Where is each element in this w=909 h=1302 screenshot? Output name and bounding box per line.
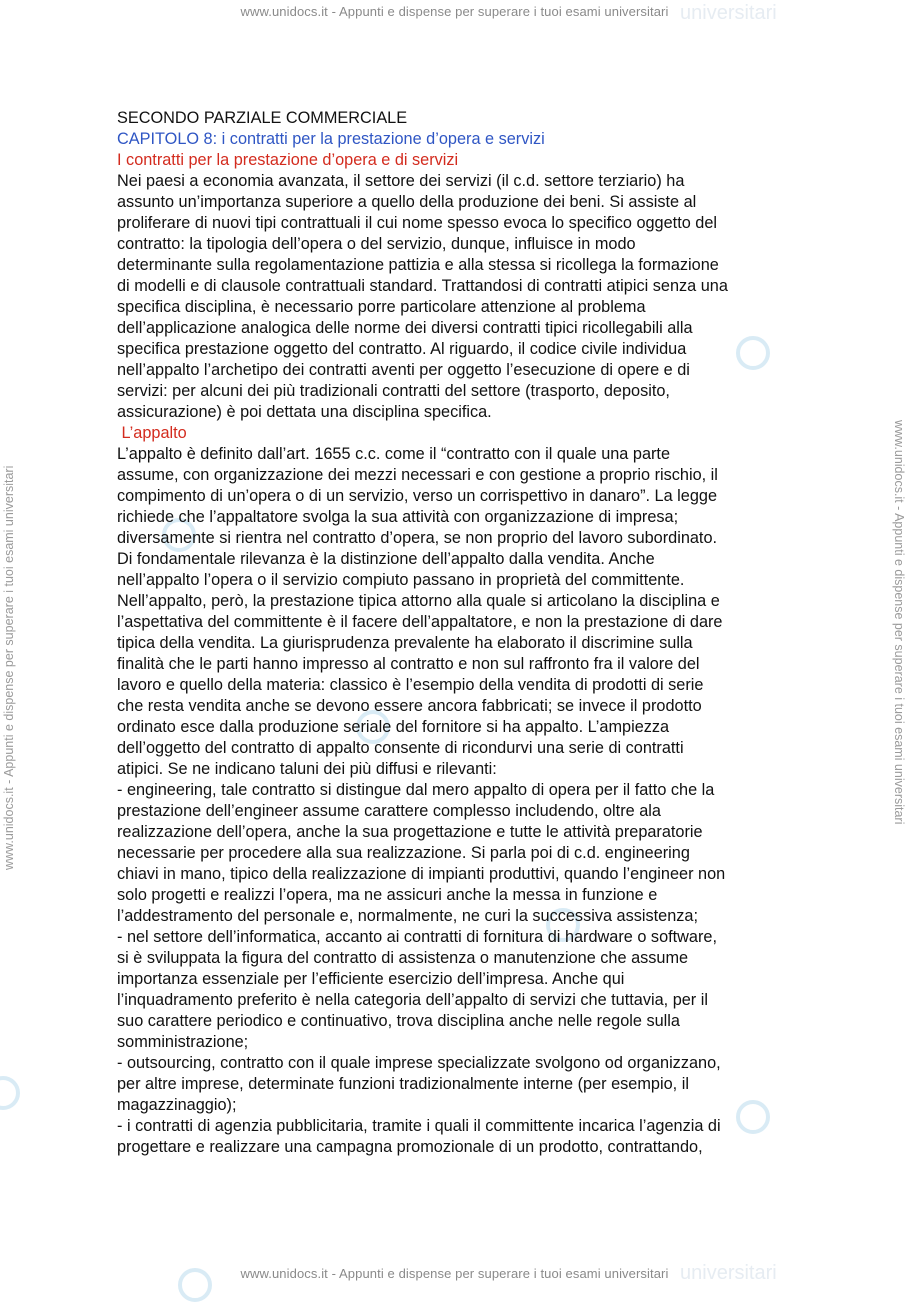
paragraph-appalto	[117, 444, 797, 1158]
text-line: per altre imprese, determinate funzioni tradizionalmente interne (per esempio, il	[117, 1075, 689, 1093]
text-line: Di fondamentale rilevanza è la distinzione dell’appalto dalla vendita. Anche	[117, 550, 655, 568]
unidocs-logo-icon	[0, 1076, 20, 1110]
right-side-watermark: www.unidocs.it - Appunti e dispense per superare i tuoi esami universitari	[892, 420, 906, 825]
paragraph-intro	[117, 171, 797, 423]
text-line: suo carattere periodico e continuativo, trova disciplina anche nelle regole sulla	[117, 1012, 680, 1030]
text-line: determinante sulla regolamentazione pattizia e alla stessa si ricollega la formazione	[117, 256, 719, 274]
text-line: di modelli e di clausole contrattuali standard. Trattandosi di contratti atipici senza una	[117, 277, 728, 295]
text-line: l’aspettativa del committente è il facere dell’appaltatore, e non la prestazione di dare	[117, 613, 723, 631]
text-line: ordinato esce dalla produzione seriale del fornitore si ha appalto. L’ampiezza	[117, 718, 670, 736]
text-line: si è sviluppata la figura del contratto di assistenza o manutenzione che assume	[117, 949, 689, 967]
text-line: l’inquadramento preferito è nella categoria dell’appalto di servizi che tuttavia, per il	[117, 991, 708, 1009]
text-line: specifica prestazione oggetto del contratto. Al riguardo, il codice civile individua	[117, 340, 687, 358]
text-line: specifica disciplina, è necessario porre particolare attenzione al problema	[117, 298, 646, 316]
text-line: diversamente si rientra nel contratto d’opera, se non proprio del lavoro subordinato.	[117, 529, 718, 547]
section-heading-appalto: L’appalto	[117, 424, 187, 442]
text-line: chiavi in mano, tipico della realizzazione di impianti produttivi, quando l’engineer non	[117, 865, 726, 883]
text-line: richiede che l’appaltatore svolga la sua attività con organizzazione di impresa;	[117, 508, 679, 526]
text-line: assunto un’importanza superiore a quello della produzione dei beni. Si assiste al	[117, 193, 697, 211]
text-line: compimento di un’opera o di un servizio, verso un corrispettivo in danaro”. La legge	[117, 487, 718, 505]
text-line: finalità che le parti hanno impresso al contratto e non sul raffronto fra il valore del	[117, 655, 700, 673]
ghost-watermark-top: universitari	[680, 2, 777, 24]
text-line: lavoro e quello della materia: classico è l’esempio della vendita di prodotti di serie	[117, 676, 704, 694]
unidocs-logo-icon	[178, 1268, 212, 1302]
text-line: atipici. Se ne indicano taluni dei più diffusi e rilevanti:	[117, 760, 497, 778]
text-line: assicurazione) è poi dettata una disciplina specifica.	[117, 403, 492, 421]
text-line: - i contratti di agenzia pubblicitaria, tramite i quali il committente incarica l’agenzia di	[117, 1117, 721, 1135]
text-line: - outsourcing, contratto con il quale imprese specializzate svolgono od organizzano,	[117, 1054, 721, 1072]
bottom-watermark-banner: www.unidocs.it - Appunti e dispense per superare i tuoi esami universitari	[240, 1266, 669, 1281]
text-line: dell’oggetto del contratto di appalto consente di ricondurvi una serie di contratti	[117, 739, 684, 757]
text-line: necessarie per procedere alla sua realizzazione. Si parla poi di c.d. engineering	[117, 844, 690, 862]
text-line: nell’appalto l’opera o il servizio compiuto passano in proprietà del committente.	[117, 571, 685, 589]
text-line: Nei paesi a economia avanzata, il settore dei servizi (il c.d. settore terziario) ha	[117, 172, 685, 190]
text-line: dell’applicazione analogica delle norme dei diversi contratti tipici ricollegabili alla	[117, 319, 693, 337]
text-line: contratto: la tipologia dell’opera o del servizio, dunque, influisce in modo	[117, 235, 636, 253]
text-line: - engineering, tale contratto si distingue dal mero appalto di opera per il fatto che la	[117, 781, 715, 799]
text-line: solo progetti e realizzi l’opera, ma ne assicuri anche la messa in funzione e	[117, 886, 658, 904]
document-body	[117, 108, 797, 1158]
left-side-watermark: www.unidocs.it - Appunti e dispense per superare i tuoi esami universitari	[2, 465, 16, 870]
text-line: tipica della vendita. La giurisprudenza prevalente ha elaborato il discrimine sulla	[117, 634, 693, 652]
text-line: servizi: per alcuni dei più tradizionali contratti del settore (trasporto, deposito,	[117, 382, 670, 400]
text-line: somministrazione;	[117, 1033, 249, 1051]
chapter-heading: CAPITOLO 8: i contratti per la prestazione d’opera e servizi	[117, 130, 545, 148]
text-line: proliferare di nuovi tipi contrattuali il cui nome spesso evoca lo specifico oggetto del	[117, 214, 718, 232]
section-heading: I contratti per la prestazione d’opera e di servizi	[117, 151, 459, 169]
text-line: realizzazione dell’opera, anche la sua progettazione e tutte le attività preparatorie	[117, 823, 703, 841]
text-line: L’appalto è definito dall’art. 1655 c.c. come il “contratto con il quale una parte	[117, 445, 670, 463]
text-line: progettare e realizzare una campagna promozionale di un prodotto, contrattando,	[117, 1138, 703, 1156]
text-line: assume, con organizzazione dei mezzi necessari e con gestione a proprio rischio, il	[117, 466, 718, 484]
text-line: - nel settore dell’informatica, accanto ai contratti di fornitura di hardware o software,	[117, 928, 717, 946]
text-line: Nell’appalto, però, la prestazione tipica attorno alla quale si articolano la disciplina e	[117, 592, 720, 610]
text-line: magazzinaggio);	[117, 1096, 237, 1114]
text-line: importanza essenziale per l’efficiente esercizio dell’impresa. Anche qui	[117, 970, 625, 988]
top-watermark-banner: www.unidocs.it - Appunti e dispense per superare i tuoi esami universitari	[240, 4, 669, 19]
text-line: che resta vendita anche se devono essere ancora fabbricati; se invece il prodotto	[117, 697, 702, 715]
text-line: l’addestramento del personale e, normalmente, ne curi la successiva assistenza;	[117, 907, 698, 925]
document-title: SECONDO PARZIALE COMMERCIALE	[117, 109, 408, 127]
ghost-watermark-bottom: universitari	[680, 1262, 777, 1284]
text-line: nell’appalto l’archetipo dei contratti aventi per oggetto l’esecuzione di opere e di	[117, 361, 690, 379]
text-line: prestazione dell’engineer assume carattere complesso includendo, oltre ala	[117, 802, 661, 820]
